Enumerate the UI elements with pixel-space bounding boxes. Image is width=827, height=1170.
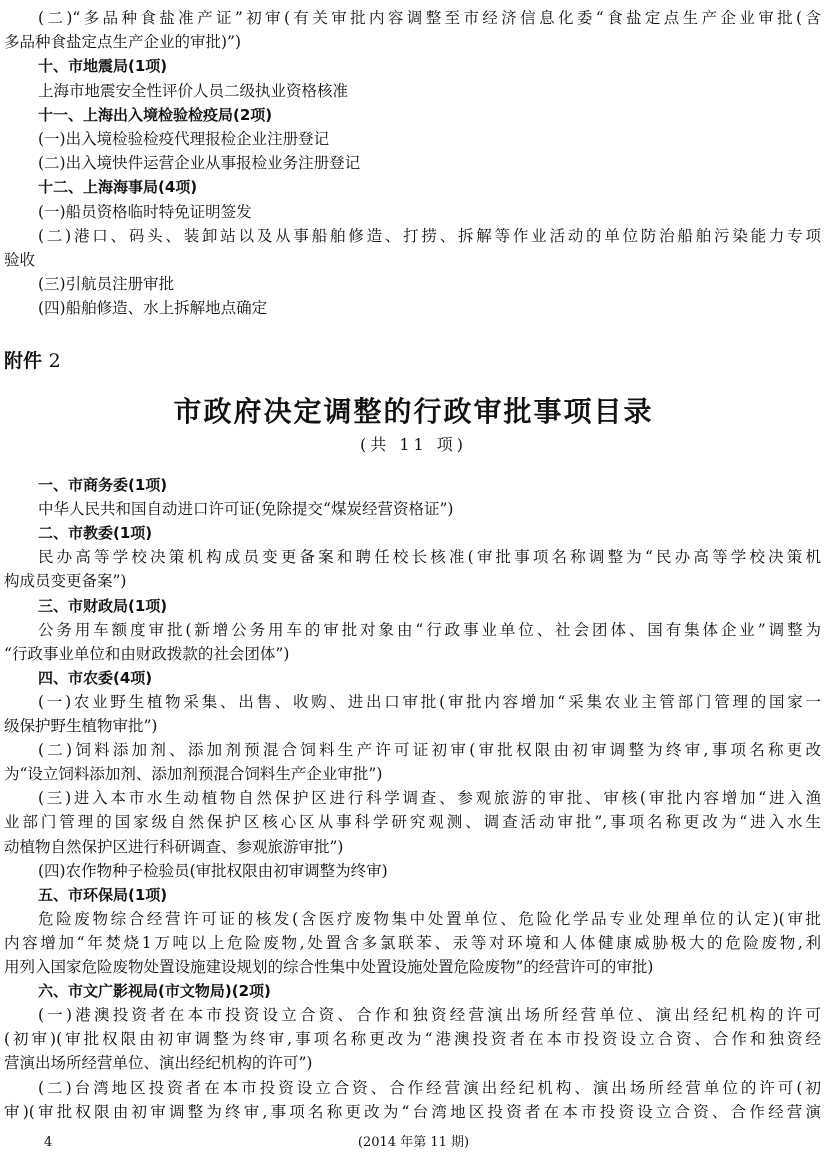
text-line: (四)船舶修造、水上拆解地点确定	[38, 299, 268, 318]
page-title: 市政府决定调整的行政审批事项目录	[173, 395, 654, 428]
section-heading: 六、市文广影视局(市文物局)(2项)	[38, 982, 271, 1001]
text-line: 多品种食盐定点生产企业的审批)”)	[4, 33, 242, 52]
section-heading: 四、市农委(4项)	[38, 668, 153, 687]
text-line: 验收	[4, 251, 36, 269]
text-line: 动植物自然保护区进行科研调查、参观旅游审批”)	[4, 837, 344, 856]
text-line: (初审)(审批权限由初审调整为终审,事项名称更改为“港澳投资者在本市投资设立合资、合作和独资经	[4, 1030, 821, 1049]
page-subtitle: (共 11 项)	[359, 435, 468, 454]
attachment-label	[4, 347, 61, 375]
text-line: 中华人民共和国自动进口许可证(免除提交“煤炭经营资格证”)	[38, 500, 454, 519]
text-line: 级保护野生植物审批”)	[4, 717, 158, 735]
text-line: 构成员变更备案”)	[4, 572, 127, 591]
section-heading: 三、市财政局(1项)	[38, 596, 168, 615]
text-line: 营演出场所经营单位、演出经纪机构的许可”)	[4, 1054, 313, 1073]
text-line: (二)饲料添加剂、添加剂预混合饲料生产许可证初审(审批权限由初审调整为终审,事项名称更改	[38, 741, 821, 760]
text-line: (四)农作物种子检验员(审批权限由初审调整为终审)	[38, 861, 388, 880]
text-line: (一)农业野生植物采集、出售、收购、进出口审批(审批内容增加“采集农业主管部门管理的国家一	[38, 692, 821, 711]
section-heading: 十、市地震局(1项)	[38, 57, 168, 76]
footer-page-number: 4	[44, 1135, 53, 1150]
text-line: 为“设立饲料添加剂、添加剂预混合饲料生产企业审批”)	[4, 765, 383, 784]
text-line: 公务用车额度审批(新增公务用车的审批对象由“行政事业单位、社会团体、国有集体企业”调整为	[38, 620, 821, 639]
text-line: 用列入国家危险废物处置设施建设规划的综合性集中处置设施处置危险废物”的经营许可的审批)	[4, 958, 654, 976]
text-line: 上海市地震安全性评价人员二级执业资格核准	[38, 81, 349, 100]
text-line: (二)港口、码头、装卸站以及从事船舶修造、打捞、拆解等作业活动的单位防治船舶污染能力专项	[38, 226, 821, 245]
section-heading: 十一、上海出入境检验检疫局(2项)	[38, 105, 273, 124]
section-heading: 二、市教委(1项)	[38, 524, 153, 543]
text-line: 危险废物综合经营许可证的核发(含医疗废物集中处置单位、危险化学品专业处理单位的认定)(审批	[38, 909, 821, 928]
section-heading: 五、市环保局(1项)	[38, 885, 168, 904]
text-line: 审)(审批权限由初审调整为终审,事项名称更改为“台湾地区投资者在本市投资设立合资、合作经营演	[4, 1102, 821, 1121]
attachment-number: 2	[48, 350, 61, 372]
text-line: 业部门管理的国家级自然保护区核心区从事科学研究观测、调查活动审批”,事项名称更改为“进入水生	[4, 813, 821, 832]
text-line: 民办高等学校决策机构成员变更备案和聘任校长核准(审批事项名称调整为“民办高等学校决策机	[38, 548, 821, 567]
section-heading: 一、市商务委(1项)	[38, 476, 168, 494]
text-line: (一)出入境检验检疫代理报检企业注册登记	[38, 130, 330, 148]
section-heading: 十二、上海海事局(4项)	[38, 178, 198, 197]
text-line: (一)船员资格临时特免证明签发	[38, 202, 252, 221]
text-line: (二)台湾地区投资者在本市投资设立合资、合作经营演出经纪机构、演出场所经营单位的许可(初	[38, 1078, 821, 1097]
text-line: “行政事业单位和由财政拨款的社会团体”)	[4, 644, 290, 663]
text-line: 内容增加“年焚烧1万吨以上危险废物,处置含多氯联苯、汞等对环境和人体健康威胁极大的危险废物,利	[4, 933, 821, 952]
text-line: (一)港澳投资者在本市投资设立合资、合作和独资经营演出场所经营单位、演出经纪机构的许可	[38, 1006, 821, 1025]
text-line: (二)“多品种食盐准产证”初审(有关审批内容调整至市经济信息化委“食盐定点生产企业审批(含	[38, 9, 821, 27]
attachment-label-text: 附件	[4, 350, 43, 372]
text-line: (三)引航员注册审批	[38, 275, 175, 294]
footer-issue: (2014 年第 11 期)	[357, 1135, 470, 1150]
text-line: (二)出入境快件运营企业从事报检业务注册登记	[38, 154, 361, 173]
text-line: (三)进入本市水生动植物自然保护区进行科学调查、参观旅游的审批、审核(审批内容增加“进入渔	[38, 789, 821, 808]
